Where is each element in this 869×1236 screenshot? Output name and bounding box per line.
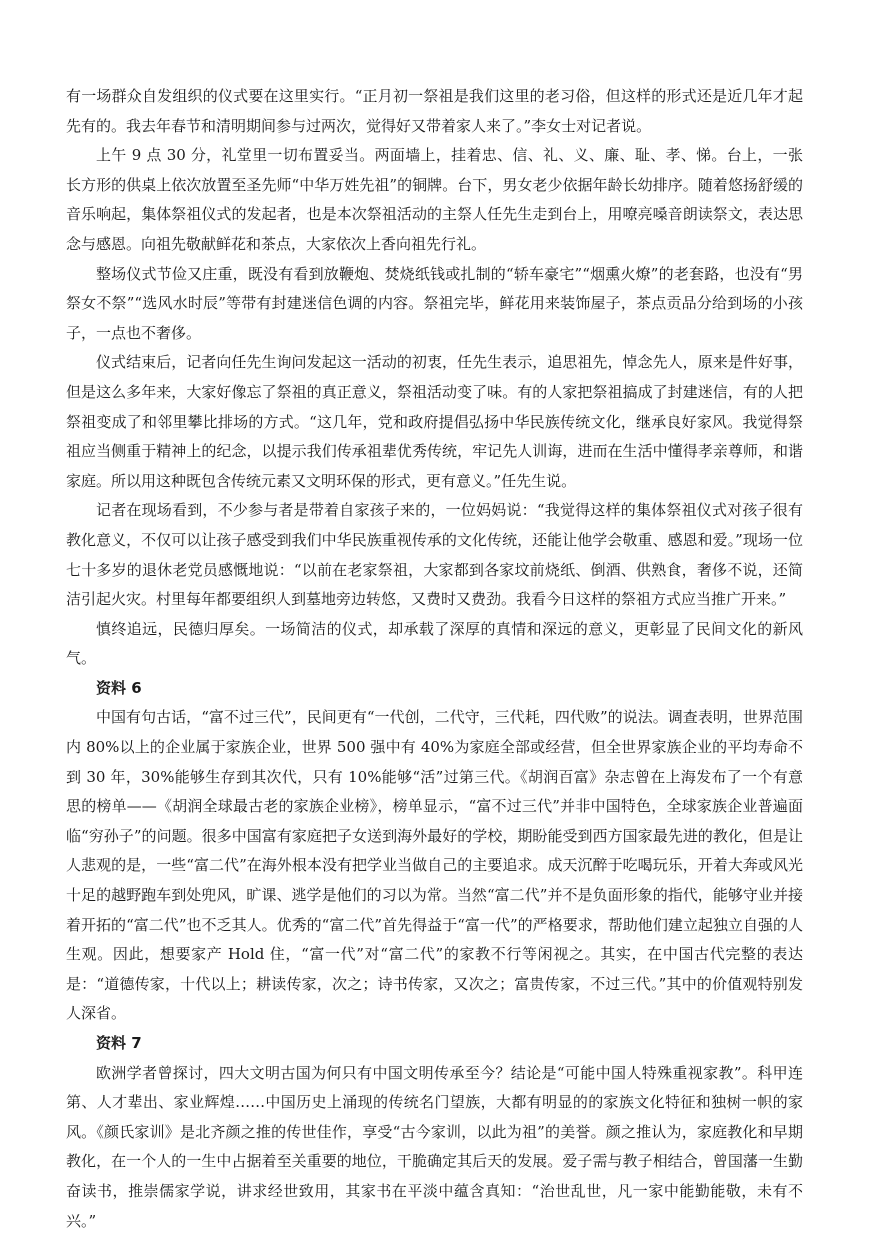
section-heading-material-7: 资料 7 <box>96 1034 142 1052</box>
paragraph-ceremony-intro: 有一场群众自发组织的仪式要在这里实行。“正月初一祭祖是我们这里的老习俗，但这样的形式还是近几年才起先有的。我去年春节和清明期间参与过两次，觉得好又带着家人来了。”李女士对记者说。 <box>66 87 803 135</box>
paragraph-material-6: 中国有句古话，“富不过三代”，民间更有“一代创，二代守，三代耗，四代败”的说法。调查表明，世界范围内 80%以上的企业属于家族企业，世界 500 强中有 40%为家庭全部或经营，但全世界家族企业的平均寿命不到 30 年，30%能够生存到其次代，只有 10%能够“活”过第三代。《胡润百富》杂志曾在上海发布了一个有意思的榜单——《胡润全球最古老的家族企业榜》，榜单显示，“富不过三代”并非中国特色，全球家族企业普遍面临“穷孙子”的问题。很多中国富有家庭把子女送到海外最好的学校，期盼能受到西方国家最先进的教化，但是让人悲观的是，一些“富二代”在海外根本没有把学业当做自己的主要追求。成天沉醉于吃喝玩乐，开着大奔或风光十足的越野跑车到处兜风，旷课、逃学是他们的习以为常。当然“富二代”并不是负面形象的指代，能够守业并接着开拓的“富二代”也不乏其人。优秀的“富二代”首先得益于“富一代”的严格要求，帮助他们建立起独立自强的人生观。因此，想要家产 Hold 住，“富一代”对“富二代”的家教不行等闲视之。其实，在中国古代完整的表达是：“道德传家，十代以上；耕读传家，次之；诗书传家，又次之；富贵传家，不过三代。”其中的价值观特别发人深省。 <box>66 708 803 1023</box>
paragraph-ceremony-setup: 上午 9 点 30 分，礼堂里一切布置妥当。两面墙上，挂着忠、信、礼、义、廉、耻、孝、悌。台上，一张长方形的供桌上依次放置至圣先师“中华万姓先祖”的铜牌。台下，男女老少依据年龄长幼排序。随着悠扬舒缓的音乐响起，集体祭祖仪式的发起者，也是本次祭祖活动的主祭人任先生走到台上，用嘹亮嗓音朗读祭文，表达思念与感恩。向祖先敬献鲜花和茶点，大家依次上香向祖先行礼。 <box>66 146 803 253</box>
paragraph-material-7: 欧洲学者曾探讨，四大文明古国为何只有中国文明传承至今？结论是“可能中国人特殊重视家教”。科甲连第、人才辈出、家业辉煌……中国历史上涌现的传统名门望族，大都有明显的的家族文化特征和独树一帜的家风。《颜氏家训》是北齐颜之推的传世佳作，享受“古今家训，以此为祖”的美誉。颜之推认为，家庭教化和早期教化，在一个人的一生中占据着至关重要的地位，干脆确定其后天的发展。爱子需与教子相结合，曾国藩一生勤奋读书，推崇儒家学说，讲求经世致用，其家书在平淡中蕴含真知：“治世乱世，凡一家中能勤能敬，未有不兴。” <box>66 1063 803 1230</box>
paragraph-conclusion: 慎终追远，民德归厚矣。一场简洁的仪式，却承载了深厚的真情和深远的意义，更彰显了民间文化的新风气。 <box>66 619 803 668</box>
paragraph-participants: 记者在现场看到，不少参与者是带着自家孩子来的，一位妈妈说：“我觉得这样的集体祭祖仪式对孩子很有教化意义，不仅可以让孩子感受到我们中华民族重视传承的文化传统，还能让他学会敬重、感恩和爱。”现场一位七十多岁的退休老党员感慨地说：“以前在老家祭祖，大家都到各家坟前烧纸、倒酒、供熟食，奢侈不说，还简洁引起火灾。村里每年都要组织人到墓地旁边转悠，又费时又费劲。我看今日这样的祭祖方式应当推广开来。” <box>66 501 803 609</box>
paragraph-organizer-interview: 仪式结束后，记者向任先生询问发起这一活动的初衷，任先生表示，追思祖先，悼念先人，原来是件好事，但是这么多年来，大家好像忘了祭祖的真正意义，祭祖活动变了味。有的人家把祭祖搞成了封建迷信，有的人把祭祖变成了和邻里攀比排场的方式。“这几年，党和政府提倡弘扬中华民族传统文化，继承良好家风。我觉得祭祖应当侧重于精神上的纪念，以提示我们传承祖辈优秀传统，牢记先人训诲，进而在生活中懂得孝亲尊师，和谐家庭。所以用这种既包含传统元素又文明环保的形式，更有意义。”任先生说。 <box>66 353 803 490</box>
section-heading-material-6: 资料 6 <box>96 678 142 697</box>
paragraph-ceremony-frugal: 整场仪式节俭又庄重，既没有看到放鞭炮、焚烧纸钱或扎制的“轿车豪宅”“烟熏火燎”的老套路，也没有“男祭女不祭”“选风水时辰”等带有封建迷信色调的内容。祭祖完毕，鲜花用来装饰屋子，茶点贡品分给到场的小孩子，一点也不奢侈。 <box>66 264 803 342</box>
